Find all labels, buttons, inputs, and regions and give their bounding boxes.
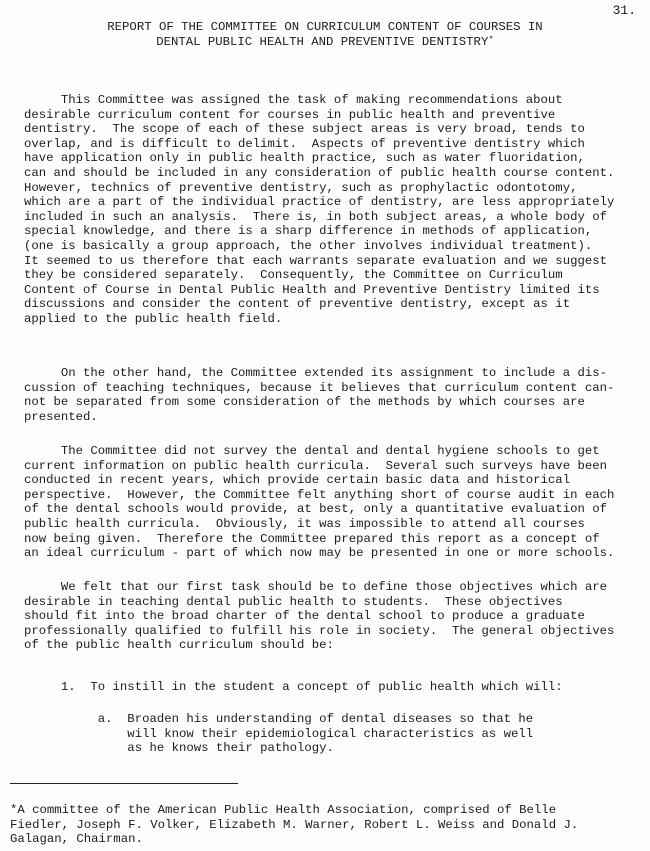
text-line: of the dental schools would provide, at best, only a quantitative evaluation of bbox=[24, 502, 607, 517]
text-line: will know their epidemiological characteristics as well bbox=[24, 726, 534, 741]
text-line: current information on public health curricula. Several such surveys have been bbox=[24, 458, 607, 473]
text-line: as he knows their pathology. bbox=[24, 741, 334, 756]
paragraph-intro bbox=[24, 93, 640, 327]
page-number: 31. bbox=[612, 3, 636, 18]
paragraph-survey bbox=[24, 444, 640, 561]
text-line: an ideal curriculum - part of which now may be presented in one or more schools. bbox=[24, 546, 615, 561]
text-line: presented. bbox=[24, 409, 98, 424]
text-line: conducted in recent years, which provide certain basic data and historical bbox=[24, 473, 571, 488]
objective-subitem-a bbox=[24, 712, 640, 756]
text-line: have application only in public health practice, such as water fluoridation, bbox=[24, 151, 585, 166]
footnote-line: Fiedler, Joseph F. Volker, Elizabeth M. Warner, Robert L. Weiss and Donald J. bbox=[10, 817, 579, 832]
text-line: public health curricula. Obviously, it was impossible to attend all courses bbox=[24, 516, 585, 531]
text-line: of the public health curriculum should be: bbox=[24, 638, 334, 653]
text-line: perspective. However, the Committee felt anything short of course audit in each bbox=[24, 487, 615, 502]
text-line: This Committee was assigned the task of making recommendations about bbox=[24, 93, 563, 107]
text-line: can and should be included in any consideration of public health course content. bbox=[24, 165, 615, 180]
text-line: Content of Course in Dental Public Health and Preventive Dentistry limited its bbox=[24, 282, 600, 297]
text-line: now being given. Therefore the Committee prepared this report as a concept of bbox=[24, 531, 600, 546]
text-line: should fit into the broad charter of the dental school to produce a graduate bbox=[24, 609, 585, 624]
text-line: discussions and consider the content of preventive dentistry, except as it bbox=[24, 297, 571, 312]
footnote-line: *A committee of the American Public Health Association, comprised of Belle bbox=[10, 803, 557, 817]
text-line: However, technics of preventive dentistry, such as prophylactic odontotomy, bbox=[24, 180, 578, 195]
title-line-2 bbox=[0, 35, 650, 50]
report-title bbox=[0, 20, 650, 49]
text-line: not be separated from some consideration of the methods by which courses are bbox=[24, 395, 585, 410]
paragraph-objectives bbox=[24, 580, 640, 653]
text-line: The Committee did not survey the dental and dental hygiene schools to get bbox=[24, 444, 600, 458]
text-line: applied to the public health field. bbox=[24, 311, 283, 326]
text-line: We felt that our first task should be to define those objectives which are bbox=[24, 580, 607, 594]
title-line-2-text: DENTAL PUBLIC HEALTH AND PREVENTIVE DENTISTRY bbox=[156, 34, 489, 49]
text-line: desirable in teaching dental public health to students. These objectives bbox=[24, 594, 563, 609]
text-line: dentistry. The scope of each of these subject areas is very broad, tends to bbox=[24, 122, 585, 137]
footnote-divider bbox=[10, 783, 238, 784]
text-line: desirable curriculum content for courses in public health and preventive bbox=[24, 107, 556, 122]
text-line: a. Broaden his understanding of dental diseases so that he bbox=[24, 712, 534, 726]
footnote-line: Galagan, Chairman. bbox=[10, 832, 143, 847]
paragraph-teaching-techniques bbox=[24, 366, 640, 424]
text-line: professionally qualified to fulfill his role in society. The general objectives bbox=[24, 623, 615, 638]
title-line-1: REPORT OF THE COMMITTEE ON CURRICULUM CONTENT OF COURSES IN bbox=[107, 20, 543, 34]
text-line: cussion of teaching techniques, because it believes that curriculum content can- bbox=[24, 380, 615, 395]
text-line: included in such an analysis. There is, in both subject areas, a whole body of bbox=[24, 209, 607, 224]
text-line: 1. To instill in the student a concept of public health which will: bbox=[24, 680, 563, 694]
text-line: they be considered separately. Consequently, the Committee on Curriculum bbox=[24, 268, 563, 283]
text-line: (one is basically a group approach, the other involves individual treatment). bbox=[24, 238, 593, 253]
title-footnote-marker: * bbox=[488, 34, 494, 45]
text-line: special knowledge, and there is a sharp difference in methods of application, bbox=[24, 224, 593, 239]
text-line: On the other hand, the Committee extended its assignment to include a dis- bbox=[24, 366, 607, 380]
objective-item-1 bbox=[24, 680, 640, 695]
text-line: overlap, and is difficult to delimit. Aspects of preventive dentistry which bbox=[24, 136, 585, 151]
text-line: It seemed to us therefore that each warrants separate evaluation and we suggest bbox=[24, 253, 607, 268]
footnote bbox=[10, 803, 626, 847]
text-line: which are a part of the individual practice of dentistry, are less appropriately bbox=[24, 195, 615, 210]
